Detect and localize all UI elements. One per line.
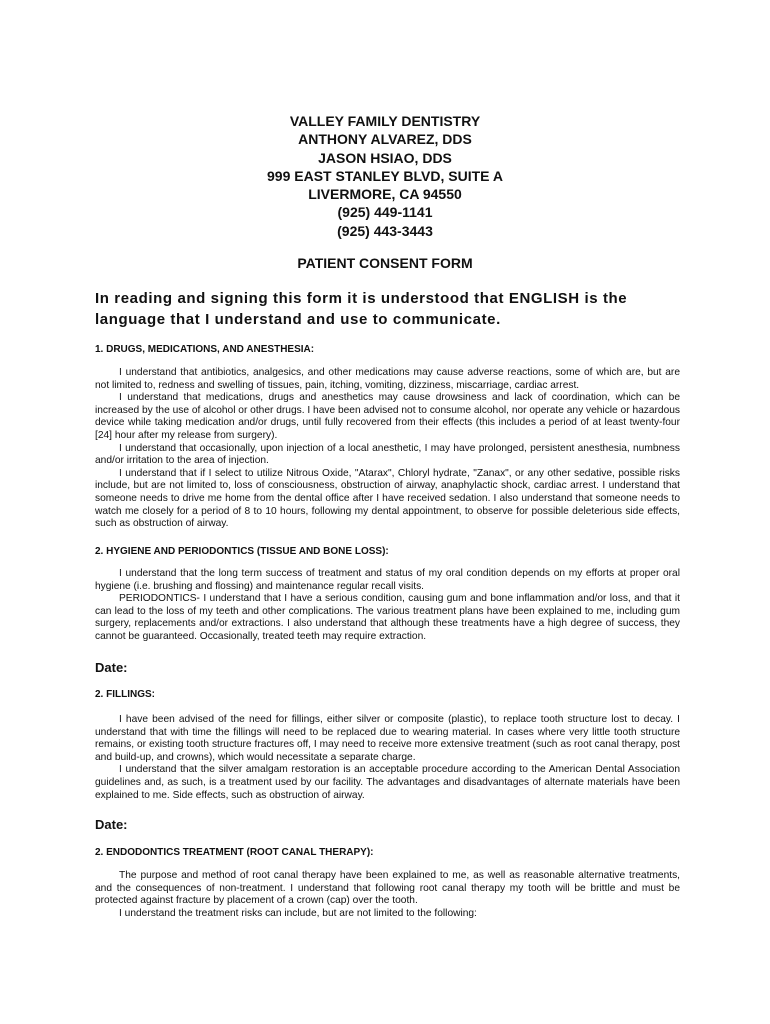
paragraph: I understand that antibiotics, analgesics, and other medications may cause adverse reactions, some of which are, but are not limited to, redness and swelling of tissues, pain, itching, vomiting, dizziness, miscarriage, cardiac arrest. xyxy=(95,367,680,391)
section-heading: 2. ENDODONTICS TREATMENT (ROOT CANAL THERAPY): xyxy=(95,847,374,858)
section-body xyxy=(95,367,680,531)
date-label: Date: xyxy=(95,660,128,675)
city-address: LIVERMORE, CA 94550 xyxy=(308,186,462,203)
street-address: 999 EAST STANLEY BLVD, SUITE A xyxy=(267,167,503,184)
phone-number: (925) 443-3443 xyxy=(337,222,433,239)
doctor-name: ANTHONY ALVAREZ, DDS xyxy=(298,131,472,148)
date-label: Date: xyxy=(95,817,128,832)
paragraph: I understand that medications, drugs and anesthetics may cause drowsiness and lack of coordination, which can be increased by the use of alcohol or other drugs. I have been advised not to consume alcohol, nor operate any vehicle or hazardous device while taking medication and/or drugs, until fully recovered from their effects (this includes a period of at least twenty-four [24] hour after my release from surgery). xyxy=(95,392,681,441)
paragraph: The purpose and method of root canal therapy have been explained to me, as well as reasonable alternative treatments, and the consequences of non-treatment. I understand that following root canal therapy my tooth will be brittle and must be protected against fracture by placement of a crown (cap) over the tooth. xyxy=(95,870,680,907)
phone-number: (925) 449-1141 xyxy=(337,204,433,221)
form-title: PATIENT CONSENT FORM xyxy=(297,255,473,271)
paragraph: I understand the treatment risks can include, but are not limited to the following: xyxy=(119,907,477,919)
section-heading: 2. HYGIENE AND PERIODONTICS (TISSUE AND BONE LOSS): xyxy=(95,546,389,557)
section-body xyxy=(95,568,680,644)
section-body xyxy=(95,714,680,802)
practice-header xyxy=(0,112,770,240)
paragraph: I understand that the long term success of treatment and status of my oral condition depends on my efforts at proper oral hygiene (i.e. brushing and flossing) and maintenance regular recall visits. xyxy=(95,568,680,592)
section-heading: 1. DRUGS, MEDICATIONS, AND ANESTHESIA: xyxy=(95,344,315,355)
paragraph: I understand that occasionally, upon injection of a local anesthetic, I may have prolonged, persistent anesthesia, numbness and/or irritation to the area of injection. xyxy=(95,442,680,467)
paragraph: PERIODONTICS- I understand that I have a serious condition, causing gum and bone inflammation and/or loss, and that it can lead to the loss of my teeth and other complications. The various treatment plans have been explained to me, including gum surgery, replacements and/or extractions. I also understand that although these treatments have a high degree of success, they cannot be guaranteed. Occasionally, treated teeth may require extraction. xyxy=(95,593,680,642)
language-statement: In reading and signing this form it is understood that ENGLISH is the language that I understand and use to communicate. xyxy=(95,290,628,328)
paragraph: I understand that if I select to utilize Nitrous Oxide, "Atarax", Chloryl hydrate, "Zanax", or any other sedative, possible risks include, but are not limited to, loss of consciousness, obstruction of airway, anaphylactic shock, cardiac arrest. I understand that someone needs to drive me home from the dental office after I have received sedation. I also understand that someone needs to watch me closely for a period of 8 to 10 hours, following my dental appointment, to observe for possible deleterious side effects, such as obstruction of airway. xyxy=(95,467,680,530)
section-body xyxy=(95,870,680,920)
practice-name: VALLEY FAMILY DENTISTRY xyxy=(289,113,481,129)
paragraph: I have been advised of the need for fillings, either silver or composite (plastic), to replace tooth structure lost to decay. I understand that with time the fillings will need to be replaced due to wearing material. In cases where very little tooth structure remains, or existing tooth structure fractures off, I may need to receive more extensive treatment (such as root canal therapy, post and build-up, and crowns), which would necessitate a separate charge. xyxy=(95,714,680,763)
section-heading: 2. FILLINGS: xyxy=(95,689,155,700)
paragraph: I understand that the silver amalgam restoration is an acceptable procedure according to the American Dental Association guidelines and, as such, is a treatment used by our facility. The advantages and disadvantages of alternate materials have been explained to me. Side effects, such as obstruction of airway. xyxy=(95,764,680,801)
doctor-name: JASON HSIAO, DDS xyxy=(318,149,452,166)
